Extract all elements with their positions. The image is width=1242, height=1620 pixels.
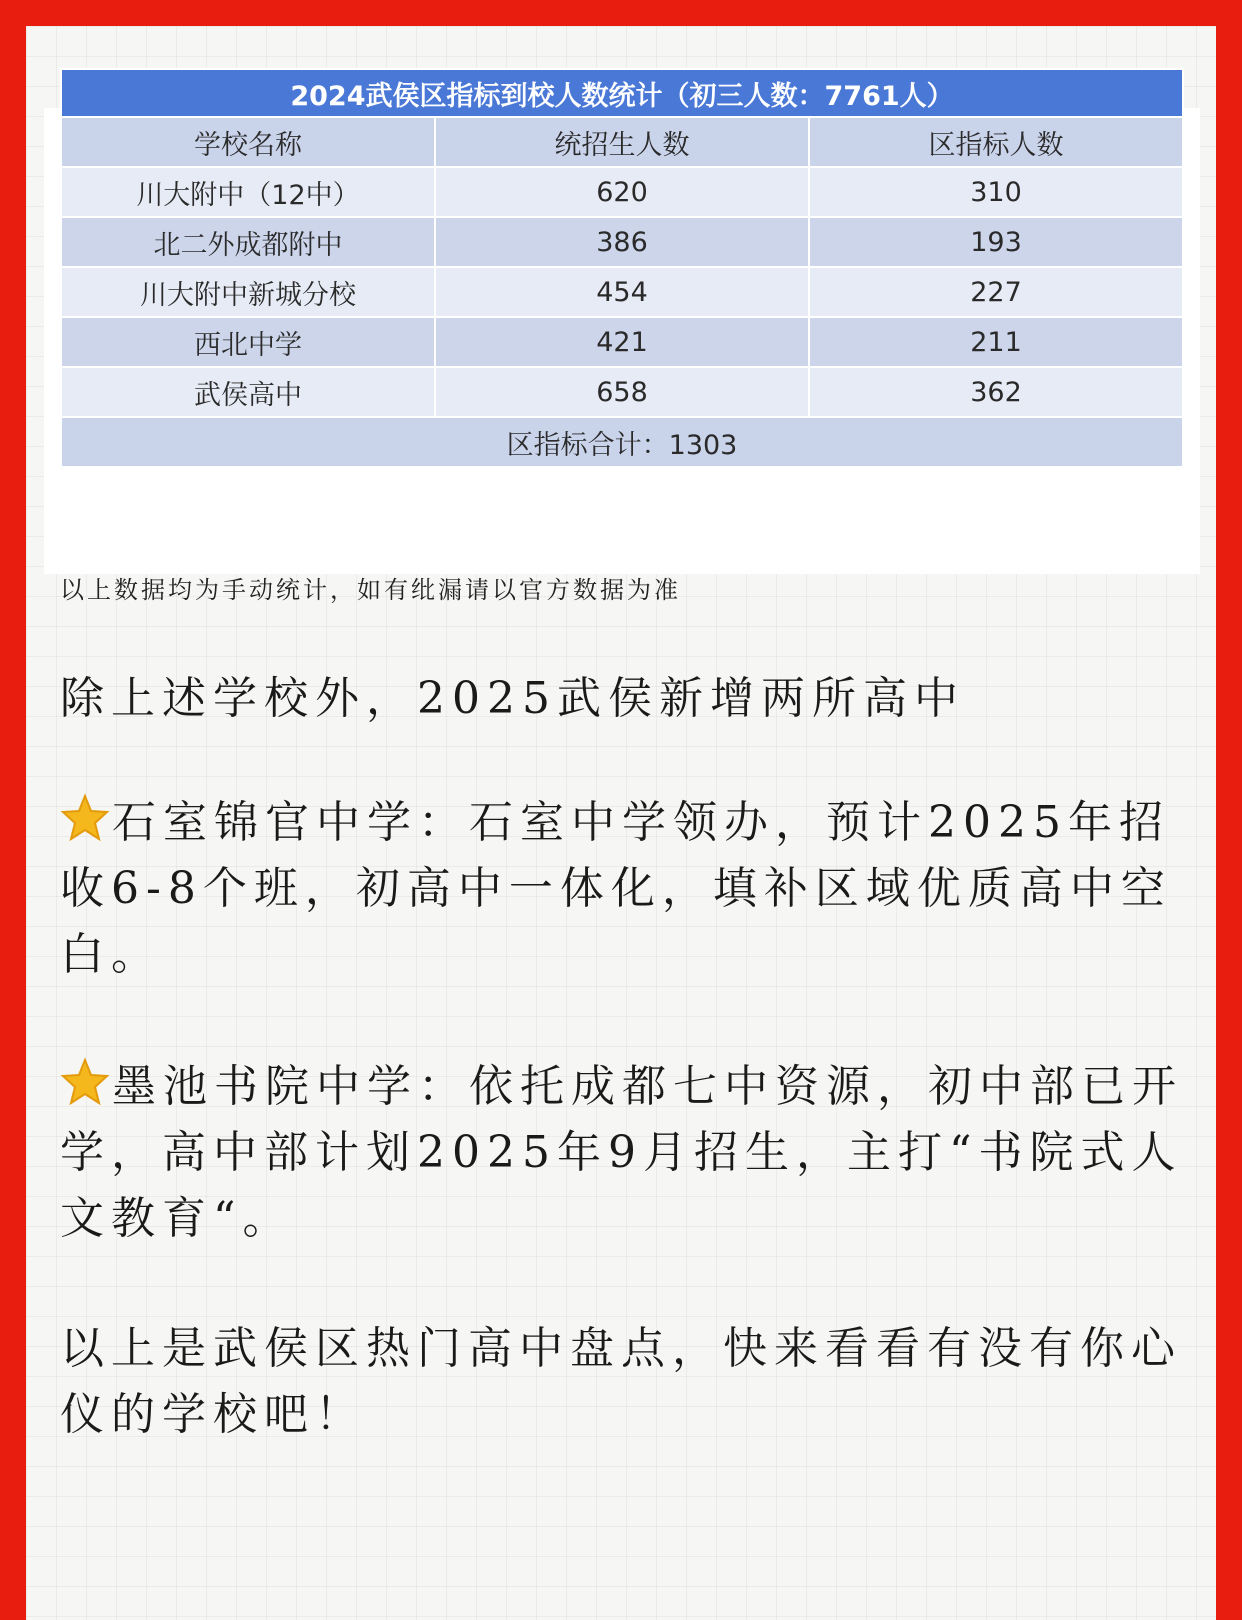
general-quota-cell: 386 — [435, 217, 809, 267]
school-name-cell: 西北中学 — [61, 317, 435, 367]
closing-paragraph: 以上是武侯区热门高中盘点，快来看看有没有你心仪的学校吧！ — [60, 1323, 1182, 1440]
table-footer-row — [61, 417, 1183, 467]
table-row — [61, 367, 1183, 417]
column-header: 区指标人数 — [809, 117, 1183, 167]
school2-paragraph — [60, 1054, 1190, 1252]
school-name-cell: 武侯高中 — [61, 367, 435, 417]
column-header: 学校名称 — [61, 117, 435, 167]
school2-text: 墨池书院中学：依托成都七中资源，初中部已开学，高中部计划2025年9月招生，主打“书院式人文教育“。 — [60, 1061, 1183, 1244]
star-icon — [60, 1057, 110, 1107]
table-header-row — [61, 117, 1183, 167]
general-quota-cell: 421 — [435, 317, 809, 367]
school-name-cell: 川大附中新城分校 — [61, 267, 435, 317]
disclaimer-note: 以上数据均为手动统计，如有纰漏请以官方数据为准 — [60, 576, 681, 604]
general-quota-cell: 658 — [435, 367, 809, 417]
table-row — [61, 217, 1183, 267]
table-row — [61, 267, 1183, 317]
general-quota-cell: 454 — [435, 267, 809, 317]
district-quota-cell: 362 — [809, 367, 1183, 417]
school1-text: 石室锦官中学：石室中学领办，预计2025年招收6-8个班，初高中一体化，填补区域优质高中空白。 — [60, 797, 1172, 980]
school1-paragraph — [60, 790, 1190, 988]
column-header: 统招生人数 — [435, 117, 809, 167]
district-quota-cell: 211 — [809, 317, 1183, 367]
table-total: 区指标合计：1303 — [61, 417, 1183, 467]
district-quota-cell: 227 — [809, 267, 1183, 317]
school-name-cell: 川大附中（12中） — [61, 167, 435, 217]
table-row — [61, 167, 1183, 217]
school-name-cell: 北二外成都附中 — [61, 217, 435, 267]
note-paper — [26, 26, 1216, 1620]
intro-paragraph: 除上述学校外，2025武侯新增两所高中 — [60, 673, 965, 724]
district-quota-cell: 193 — [809, 217, 1183, 267]
table-row — [61, 317, 1183, 367]
stats-table — [60, 68, 1184, 468]
star-icon — [60, 793, 110, 843]
general-quota-cell: 620 — [435, 167, 809, 217]
table-title: 2024武侯区指标到校人数统计（初三人数：7761人） — [61, 69, 1183, 117]
district-quota-cell: 310 — [809, 167, 1183, 217]
